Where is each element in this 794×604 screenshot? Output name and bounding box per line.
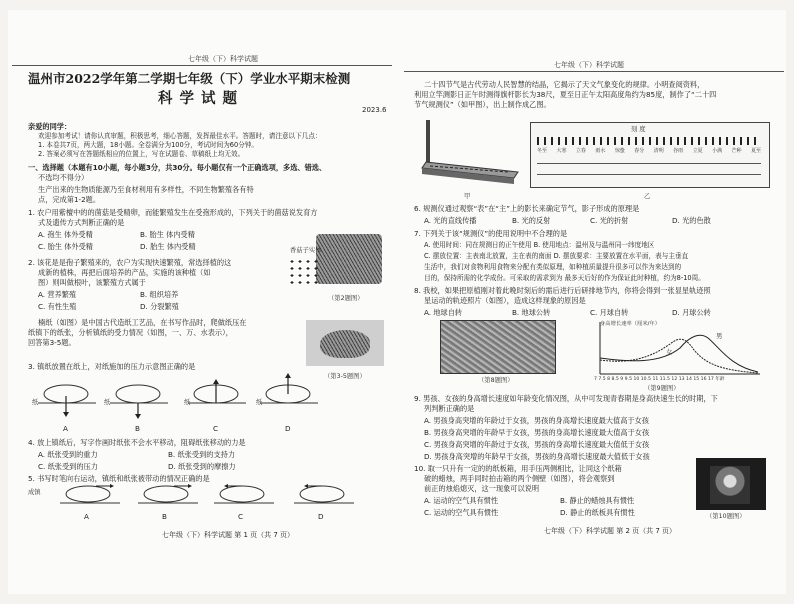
q5-label-d: D xyxy=(318,512,324,521)
q3-label-d: D xyxy=(285,424,291,433)
q8-option-c: C. 月球自转 xyxy=(590,308,629,317)
q10-option-c: C. 运动的空气具有惯性 xyxy=(424,508,499,517)
question-3: 3. 镇纸放置在纸上，对纸施加的压力示意图正确的是 xyxy=(28,362,196,371)
q3-paper-mark: 纸 xyxy=(256,399,263,406)
spores-image xyxy=(288,258,322,286)
q9-option-d: D. 男孩身高突增的年龄早于女孩，男孩的身高增长速度最大值低于女孩 xyxy=(424,452,650,461)
q3-diagram-c xyxy=(188,379,246,403)
q5-motion-diagrams xyxy=(56,484,366,508)
q5-diagram-d xyxy=(294,484,354,503)
question-2-cont: 成新的植株，再把后面培养的产品，实施的该种植（如 xyxy=(38,268,211,277)
question-7: 7. 下列关于该“规测仪”的使用说明中不合理的是 xyxy=(414,229,568,238)
figure-2-label: 香菇子实体 xyxy=(290,247,322,254)
figure-yi-label: 乙 xyxy=(644,193,651,200)
question-4: 4. 放上镇纸后，写字作画时纸张不会水平移动，阻碍纸张移动的力是 xyxy=(28,438,246,447)
q8-option-d: D. 月球公转 xyxy=(672,308,711,317)
ruler-term: 清明 xyxy=(653,148,664,154)
notice-line: 1. 本卷共7页，两大题，18小题。全卷满分为100分，考试时间为60分钟。 xyxy=(38,141,258,149)
question-2-cont: 图）则叫做根叶，该繁殖方式属于 xyxy=(38,278,146,287)
q4-option-a: A. 纸张受到的重力 xyxy=(38,450,98,459)
section-heading-cont: 不选均不得分） xyxy=(38,173,89,182)
q3-paper-mark: 纸 xyxy=(32,399,39,406)
box-and-candle-image xyxy=(710,466,750,504)
page-footer: 七年级（下）科学试题 第 2 页（共 7 页） xyxy=(544,527,677,535)
q3-label-c: C xyxy=(213,424,219,433)
q3-paper-mark: 纸 xyxy=(104,399,111,406)
question-2: 2. 该花是是孢子繁殖来的，农户为实现快速繁殖，常选择植的这 xyxy=(28,258,232,267)
paper-intro: 纸镇下的纸张，分析镇纸的受力情况（如图，一、万、水表示）， xyxy=(28,328,233,337)
figure-9-caption: （第9题图） xyxy=(644,385,680,392)
figure-yi-ruler xyxy=(530,122,770,188)
q9-option-a: A. 男孩身高突增的年龄过于女孩，男孩的身高增长速度最大值高于女孩 xyxy=(424,416,649,425)
q3-force-diagrams xyxy=(32,372,322,424)
page-header: 七年级（下）科学试题 xyxy=(554,61,624,69)
exam-title: 温州市2022学年第二学期七年级（下）学业水平期末检测 xyxy=(28,71,351,86)
question-10-cont: 破的蜡烛，两手同时拍击箱的两个侧壁（如图），将会观察到 xyxy=(424,474,615,483)
q5-label-b: B xyxy=(162,512,167,521)
figure-10-caption: （第10题图） xyxy=(706,513,746,520)
ruler-term: 春分 xyxy=(634,148,645,154)
intro-text: 利用立竿测影日正午时测得旗杆影长为38尺，夏至日正午太阳高度角约为85度，制作了“二十四 xyxy=(414,90,717,99)
q6-option-d: D. 光的色散 xyxy=(672,216,711,225)
q3-paper-mark: 纸 xyxy=(184,399,191,406)
page-footer: 七年级（下）科学试题 第 1 页（共 7 页） xyxy=(162,531,295,539)
question-8: 8. 我校，如果把原植刚对着此晚时刻后的需后进行后研排地节内，你将会得到一张显星轨迹照 xyxy=(414,286,711,295)
ruler-term: 夏至 xyxy=(750,148,761,154)
figure-10-photo xyxy=(696,458,766,510)
figure-jia-label: 甲 xyxy=(464,193,471,200)
question-8-cont: 星运动的轨迹照片（如图），造成这样现象的原因是 xyxy=(424,296,586,305)
section-heading: 一、选择题（本题有10小题，每小题3分，共30分。每小题仅有一个正确选项，多选、错选、 xyxy=(28,163,327,172)
exam-sheet xyxy=(8,10,786,594)
ruler-term: 立春 xyxy=(575,148,586,154)
ruler-term: 立夏 xyxy=(692,148,703,154)
figure-2 xyxy=(286,232,386,307)
q8-option-a: A. 地球自转 xyxy=(424,308,463,317)
page-1 xyxy=(12,10,392,594)
question-1-cont: 式及遗传方式判断正确的是 xyxy=(38,218,125,227)
male-growth-curve xyxy=(600,335,758,372)
ruler-title: 刻 度 xyxy=(631,126,646,133)
paper-intro: 楠纸（如图）是中国古代造纸工艺品，在书写作品时，爬做纸压在 xyxy=(38,318,247,327)
q2-option-c: C. 有性生殖 xyxy=(38,302,77,311)
q7-line: 目的，保持所需的化学成份。可采取的需求到为 最多天后好的作为保证此时种植，约为8-10周。 xyxy=(424,274,705,282)
intro-text: 二十四节气是古代劳动人民智慧的结晶，它揭示了天文气象变化的规律。小明查阅资料， xyxy=(424,80,705,89)
page-header: 七年级（下）科学试题 xyxy=(188,55,258,63)
q2-option-b: B. 组织培养 xyxy=(140,290,179,299)
paperweight-photo xyxy=(306,320,384,366)
q7-line: A. 使用时间：同在规测日的正午使用 B. 使用地点：温州及与温州同一纬度地区 xyxy=(424,241,655,249)
q3-diagram-d xyxy=(260,373,318,403)
ruler-term: 惊蛰 xyxy=(614,148,625,154)
exam-subtitle: 科学试题 xyxy=(158,90,244,107)
q5-paperweight-mark: 成镇 xyxy=(28,489,41,496)
ruler-term-row xyxy=(537,147,761,154)
exam-date: 2023.6 xyxy=(362,106,387,114)
figure-9-ylabel: 身高增长速率（厘米/年） xyxy=(600,321,661,327)
q3-label-a: A xyxy=(63,424,68,433)
q1-option-b: B. 胎生 体内受精 xyxy=(140,230,195,239)
question-10: 10. 取一只升有一定的的纸板箱，用手压两侧相比，让同这个纸箱 xyxy=(414,464,622,473)
q5-diagram-c xyxy=(214,484,274,503)
q5-diagram-a xyxy=(60,484,120,503)
q10-option-d: D. 静止的纸板具有惯性 xyxy=(560,508,635,517)
q6-option-c: C. 光的折射 xyxy=(590,216,629,225)
ruler-term: 小满 xyxy=(712,148,723,154)
q9-option-c: C. 男孩身高突增的年龄过于女孩，男孩的身高增长速度最大值低于女孩 xyxy=(424,440,650,449)
header-rule xyxy=(12,65,392,66)
q6-option-b: B. 光的反射 xyxy=(512,216,551,225)
q6-option-a: A. 光的直线传播 xyxy=(424,216,477,225)
figure-jia-gnomon xyxy=(418,114,526,194)
figure-3-5-caption: （第3-5题图） xyxy=(324,373,366,380)
intro-text: 生产出来的生物质能源乃至食材利用有多样性，不同生物繁殖各有特 xyxy=(38,185,254,194)
q5-diagram-b xyxy=(138,484,198,503)
q1-option-a: A. 孢生 体外受精 xyxy=(38,230,93,239)
figure-9-xlabel: 7 7.5 8 8.5 9 9.5 10 10.5 11 11.5 12 13 14 15 16 17 年龄 xyxy=(594,377,725,382)
q3-diagram-b xyxy=(110,385,168,419)
figure-8-caption: （第8题图） xyxy=(478,377,514,384)
q4-option-d: D. 纸张受到的摩擦力 xyxy=(168,462,236,471)
q1-option-c: C. 胎生 体外受精 xyxy=(38,242,93,251)
header-rule xyxy=(404,71,784,72)
question-5: 5. 书写时笔向右运动，镇纸和纸张被带动的情况正确的是 xyxy=(28,474,210,483)
intro-text: 节气规测仪”（如甲图），出上制作成乙图。 xyxy=(414,100,551,109)
female-growth-curve xyxy=(600,339,758,373)
figure-9-female-label: 女 xyxy=(666,349,673,356)
q1-option-d: D. 胎生 体内受精 xyxy=(140,242,196,251)
paper-intro: 回答第3-5题。 xyxy=(28,338,76,347)
ruler-term: 谷雨 xyxy=(673,148,684,154)
q3-label-b: B xyxy=(135,424,140,433)
ruler-term: 雨水 xyxy=(595,148,606,154)
q7-line: 生活中，我们对食物利用食物来分配有类似原理，如种植质量提升很多可以作为来达到的 xyxy=(424,263,682,271)
q2-option-a: A. 营养繁殖 xyxy=(38,290,77,299)
question-9: 9. 男孩、女孩的身高增长速度如年龄变化情况图，从中可发现青春期是身高快速生长的时期，下 xyxy=(414,394,718,403)
question-10-cont: 前正的烛焰熄灭，这一现象可以说明 xyxy=(424,484,540,493)
figure-8-star-trails xyxy=(440,320,556,374)
figure-9-male-label: 男 xyxy=(716,333,723,340)
ruler-term: 芒种 xyxy=(731,148,742,154)
notice-line: 欢迎参加考试！请你认真审题，积极思考，细心答题，发挥最佳水平。答题时，请注意以下几点： xyxy=(38,132,322,140)
question-6: 6. 规测仪通过观察“表”在“主”上的影长来确定节气，影子形成的原理是 xyxy=(414,204,640,213)
q2-option-d: D. 分裂繁殖 xyxy=(140,302,179,311)
q10-option-a: A. 运动的空气具有惯性 xyxy=(424,496,499,505)
intro-text: 点，完成第1-2题。 xyxy=(38,195,101,204)
question-9-cont: 列判断正确的是 xyxy=(424,404,475,413)
q9-option-b: B. 男孩身高突增的年龄早于女孩，男孩的身高增长速度最大值高于女孩 xyxy=(424,428,650,437)
ruler-term: 大寒 xyxy=(556,148,567,154)
q4-option-b: B. 纸张受到的支持力 xyxy=(168,450,236,459)
ruler-term: 冬至 xyxy=(537,148,548,154)
q10-option-b: B. 静止的蜡烛具有惯性 xyxy=(560,496,635,505)
mushroom-block-image xyxy=(316,234,382,284)
q7-line: C. 摆放位置：主表南北放置，主在表的南面 D. 摆放要求：主要放置在水平面，表与主垂直 xyxy=(424,252,689,260)
ruler-ticks xyxy=(537,137,761,145)
page-2 xyxy=(404,10,784,594)
q4-option-c: C. 纸张受到的压力 xyxy=(38,462,98,471)
question-1: 1. 农户用紫檀中的的菌菇是受精卵，而能繁殖发生在受孢形成的，下列关于的菌菇说发育方 xyxy=(28,208,318,217)
q3-diagram-a xyxy=(38,385,96,417)
q5-label-c: C xyxy=(238,512,244,521)
figure-2-caption: （第2题图） xyxy=(328,295,364,302)
ruler-base xyxy=(537,163,761,175)
notice-line: 2. 答案必须写在答题纸相应的位置上，写在试题卷、草稿纸上均无效。 xyxy=(38,150,245,158)
q5-label-a: A xyxy=(84,512,89,521)
q8-option-b: B. 地球公转 xyxy=(512,308,551,317)
notice-title: 亲爱的同学： xyxy=(28,122,72,131)
